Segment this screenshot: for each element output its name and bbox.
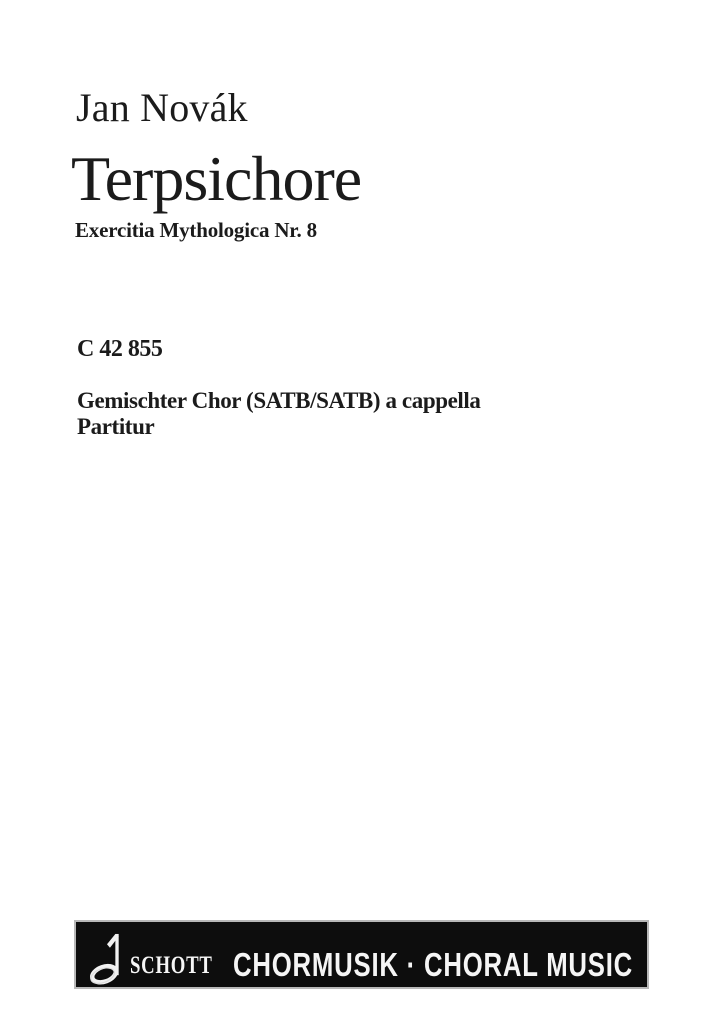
series-name: CHORMUSIK · CHORAL MUSIC — [233, 946, 634, 983]
work-title: Terpsichore — [71, 143, 362, 214]
publisher-name: SCHOTT — [130, 952, 213, 979]
publisher-footer-bar — [76, 922, 647, 987]
composer-name: Jan Novák — [76, 85, 248, 130]
edition-info-block — [77, 388, 481, 440]
work-subtitle: Exercitia Mythologica Nr. 8 — [75, 218, 317, 242]
edition-type: Partitur — [77, 414, 155, 439]
catalog-number: C 42 855 — [77, 336, 163, 362]
eighth-note-icon — [89, 932, 125, 985]
instrumentation: Gemischter Chor (SATB/SATB) a cappella — [77, 388, 481, 413]
